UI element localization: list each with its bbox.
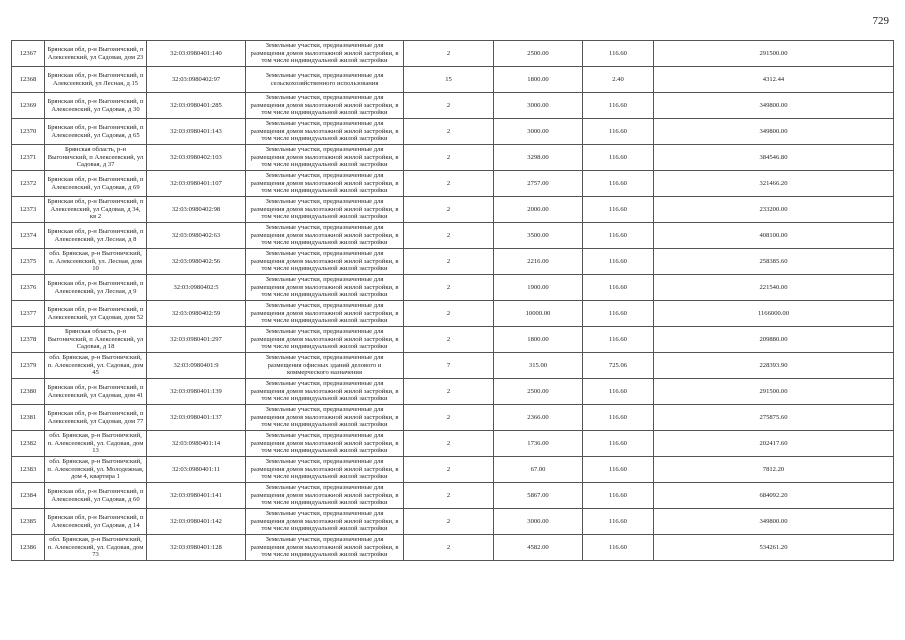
group-code-cell: 2 bbox=[404, 457, 494, 483]
group-code-cell: 2 bbox=[404, 327, 494, 353]
cadastral-value-cell: 534261.20 bbox=[654, 535, 894, 561]
land-use-cell: Земельные участки, предназначенные для размещения домов малоэтажной жилой застройки, в том числе индивидуальной жилой застройки bbox=[246, 405, 404, 431]
specific-value-cell: 725.06 bbox=[583, 353, 654, 379]
land-use-cell: Земельные участки, предназначенные для размещения офисных зданий делового и коммерческого назначения bbox=[246, 353, 404, 379]
table-row bbox=[12, 405, 894, 431]
cadastral-number-cell: 32:03:0980401:9 bbox=[147, 353, 246, 379]
land-use-cell: Земельные участки, предназначенные для размещения домов малоэтажной жилой застройки, в том числе индивидуальной жилой застройки bbox=[246, 535, 404, 561]
address-cell: Брянская обл, р-н Выгоничский, п Алексеевский, ул Садовая, д 65 bbox=[45, 119, 147, 145]
cadastral-value-cell: 1166000.00 bbox=[654, 301, 894, 327]
record-number: 12378 bbox=[12, 327, 45, 353]
address-cell: обл. Брянская, р-н Выгоничский, п. Алексеевский, ул. Лесная, дом 10 bbox=[45, 249, 147, 275]
land-use-cell: Земельные участки, предназначенные для размещения домов малоэтажной жилой застройки, в том числе индивидуальной жилой застройки bbox=[246, 223, 404, 249]
specific-value-cell: 116.60 bbox=[583, 223, 654, 249]
address-cell: Брянская обл, р-н Выгоничский, п Алексеевский, ул Садовая, д 34, кв 2 bbox=[45, 197, 147, 223]
cadastral-value-cell: 202417.60 bbox=[654, 431, 894, 457]
cadastral-number-cell: 32:03:0980402:5 bbox=[147, 275, 246, 301]
group-code-cell: 2 bbox=[404, 41, 494, 67]
address-cell: Брянская обл, р-н Выгоничский, п Алексеевский, ул Садовая, д 30 bbox=[45, 93, 147, 119]
area-cell: 2000.00 bbox=[494, 197, 583, 223]
cadastral-number-cell: 32:03:0980401:139 bbox=[147, 379, 246, 405]
table-row bbox=[12, 249, 894, 275]
specific-value-cell: 116.60 bbox=[583, 93, 654, 119]
area-cell: 1736.00 bbox=[494, 431, 583, 457]
area-cell: 3000.00 bbox=[494, 509, 583, 535]
group-code-cell: 2 bbox=[404, 197, 494, 223]
table-row bbox=[12, 327, 894, 353]
address-cell: Брянская обл, р-н Выгоничский, п Алексеевский, ул Лесная, д 8 bbox=[45, 223, 147, 249]
record-number: 12370 bbox=[12, 119, 45, 145]
address-cell: Брянская обл, р-н Выгоничский, п Алексеевский, ул Лесная, д 15 bbox=[45, 67, 147, 93]
cadastral-number-cell: 32:03:0980402:103 bbox=[147, 145, 246, 171]
area-cell: 1800.00 bbox=[494, 67, 583, 93]
cadastral-value-cell: 258385.60 bbox=[654, 249, 894, 275]
specific-value-cell: 116.60 bbox=[583, 509, 654, 535]
cadastral-value-cell: 684092.20 bbox=[654, 483, 894, 509]
record-number: 12385 bbox=[12, 509, 45, 535]
area-cell: 1800.00 bbox=[494, 327, 583, 353]
cadastral-number-cell: 32:03:0980402:59 bbox=[147, 301, 246, 327]
cadastral-value-cell: 7812.20 bbox=[654, 457, 894, 483]
address-cell: Брянская обл, р-н Выгоничский, п Алексеевский, ул Садовая, дом 77 bbox=[45, 405, 147, 431]
cadastral-value-cell: 349800.00 bbox=[654, 509, 894, 535]
address-cell: Брянская обл, р-н Выгоничский, п Алексеевский, ул Садовая, дом 23 bbox=[45, 41, 147, 67]
specific-value-cell: 116.60 bbox=[583, 327, 654, 353]
area-cell: 3500.00 bbox=[494, 223, 583, 249]
cadastral-registry-table bbox=[11, 40, 894, 561]
area-cell: 3000.00 bbox=[494, 93, 583, 119]
table-row bbox=[12, 67, 894, 93]
address-cell: обл. Брянская, р-н Выгоничский, п. Алексеевский, ул. Садовая, дом 45 bbox=[45, 353, 147, 379]
group-code-cell: 2 bbox=[404, 483, 494, 509]
address-cell: Брянская обл, р-н Выгоничский, п Алексеевский, ул Лесная, д 9 bbox=[45, 275, 147, 301]
cadastral-number-cell: 32:03:0980401:285 bbox=[147, 93, 246, 119]
land-use-cell: Земельные участки, предназначенные для размещения домов малоэтажной жилой застройки, в том числе индивидуальной жилой застройки bbox=[246, 327, 404, 353]
area-cell: 1900.00 bbox=[494, 275, 583, 301]
land-use-cell: Земельные участки, предназначенные для размещения домов малоэтажной жилой застройки, в том числе индивидуальной жилой застройки bbox=[246, 509, 404, 535]
table-row bbox=[12, 353, 894, 379]
record-number: 12379 bbox=[12, 353, 45, 379]
record-number: 12367 bbox=[12, 41, 45, 67]
specific-value-cell: 116.60 bbox=[583, 379, 654, 405]
record-number: 12373 bbox=[12, 197, 45, 223]
record-number: 12386 bbox=[12, 535, 45, 561]
cadastral-number-cell: 32:03:0980401:14 bbox=[147, 431, 246, 457]
cadastral-value-cell: 275875.60 bbox=[654, 405, 894, 431]
area-cell: 2500.00 bbox=[494, 379, 583, 405]
land-use-cell: Земельные участки, предназначенные для размещения домов малоэтажной жилой застройки, в том числе индивидуальной жилой застройки bbox=[246, 301, 404, 327]
land-use-cell: Земельные участки, предназначенные для размещения домов малоэтажной жилой застройки, в том числе индивидуальной жилой застройки bbox=[246, 379, 404, 405]
cadastral-value-cell: 233200.00 bbox=[654, 197, 894, 223]
address-cell: обл. Брянская, р-н Выгоничский, п. Алексеевский, ул. Садовая, дом 73 bbox=[45, 535, 147, 561]
group-code-cell: 7 bbox=[404, 353, 494, 379]
land-use-cell: Земельные участки, предназначенные для размещения домов малоэтажной жилой застройки, в том числе индивидуальной жилой застройки bbox=[246, 119, 404, 145]
cadastral-value-cell: 321466.20 bbox=[654, 171, 894, 197]
area-cell: 5867.00 bbox=[494, 483, 583, 509]
land-use-cell: Земельные участки, предназначенные для размещения домов малоэтажной жилой застройки, в том числе индивидуальной жилой застройки bbox=[246, 431, 404, 457]
cadastral-value-cell: 209880.00 bbox=[654, 327, 894, 353]
cadastral-value-cell: 349800.00 bbox=[654, 119, 894, 145]
specific-value-cell: 116.60 bbox=[583, 405, 654, 431]
land-use-cell: Земельные участки, предназначенные для размещения домов малоэтажной жилой застройки, в том числе индивидуальной жилой застройки bbox=[246, 197, 404, 223]
cadastral-number-cell: 32:03:0980401:142 bbox=[147, 509, 246, 535]
land-use-cell: Земельные участки, предназначенные для размещения домов малоэтажной жилой застройки, в том числе индивидуальной жилой застройки bbox=[246, 483, 404, 509]
table-row bbox=[12, 535, 894, 561]
cadastral-value-cell: 349800.00 bbox=[654, 93, 894, 119]
group-code-cell: 2 bbox=[404, 275, 494, 301]
cadastral-number-cell: 32:03:0980401:140 bbox=[147, 41, 246, 67]
cadastral-number-cell: 32:03:0980401:137 bbox=[147, 405, 246, 431]
cadastral-number-cell: 32:03:0980402:97 bbox=[147, 67, 246, 93]
group-code-cell: 2 bbox=[404, 509, 494, 535]
specific-value-cell: 116.60 bbox=[583, 41, 654, 67]
record-number: 12369 bbox=[12, 93, 45, 119]
land-use-cell: Земельные участки, предназначенные для сельскохозяйственного использования bbox=[246, 67, 404, 93]
table-body bbox=[12, 41, 894, 561]
area-cell: 2500.00 bbox=[494, 41, 583, 67]
table-row bbox=[12, 93, 894, 119]
table-row bbox=[12, 301, 894, 327]
record-number: 12375 bbox=[12, 249, 45, 275]
record-number: 12372 bbox=[12, 171, 45, 197]
address-cell: Брянская обл, р-н Выгоничский, п Алексеевский, ул Садовая, дом 41 bbox=[45, 379, 147, 405]
specific-value-cell: 116.60 bbox=[583, 535, 654, 561]
cadastral-number-cell: 32:03:0980401:297 bbox=[147, 327, 246, 353]
address-cell: обл. Брянская, р-н Выгоничский, п. Алексеевский, ул. Молодежная, дом 4, квартира 1 bbox=[45, 457, 147, 483]
specific-value-cell: 116.60 bbox=[583, 483, 654, 509]
land-use-cell: Земельные участки, предназначенные для размещения домов малоэтажной жилой застройки, в том числе индивидуальной жилой застройки bbox=[246, 457, 404, 483]
address-cell: Брянская обл, р-н Выгоничский, п Алексеевский, ул Садовая, д 14 bbox=[45, 509, 147, 535]
table-row bbox=[12, 41, 894, 67]
land-use-cell: Земельные участки, предназначенные для размещения домов малоэтажной жилой застройки, в том числе индивидуальной жилой застройки bbox=[246, 93, 404, 119]
cadastral-value-cell: 4312.44 bbox=[654, 67, 894, 93]
record-number: 12380 bbox=[12, 379, 45, 405]
cadastral-number-cell: 32:03:0980402:63 bbox=[147, 223, 246, 249]
group-code-cell: 2 bbox=[404, 249, 494, 275]
area-cell: 3000.00 bbox=[494, 119, 583, 145]
area-cell: 3298.00 bbox=[494, 145, 583, 171]
table-row bbox=[12, 457, 894, 483]
specific-value-cell: 116.60 bbox=[583, 301, 654, 327]
group-code-cell: 2 bbox=[404, 223, 494, 249]
group-code-cell: 2 bbox=[404, 379, 494, 405]
cadastral-number-cell: 32:03:0980402:98 bbox=[147, 197, 246, 223]
table-row bbox=[12, 145, 894, 171]
area-cell: 10000.00 bbox=[494, 301, 583, 327]
group-code-cell: 2 bbox=[404, 301, 494, 327]
specific-value-cell: 2.40 bbox=[583, 67, 654, 93]
table-row bbox=[12, 197, 894, 223]
address-cell: Брянская обл, р-н Выгоничский, п Алексеевский, ул Садовая, д 60 bbox=[45, 483, 147, 509]
table-row bbox=[12, 509, 894, 535]
record-number: 12371 bbox=[12, 145, 45, 171]
land-use-cell: Земельные участки, предназначенные для размещения домов малоэтажной жилой застройки, в том числе индивидуальной жилой застройки bbox=[246, 145, 404, 171]
specific-value-cell: 116.60 bbox=[583, 457, 654, 483]
land-use-cell: Земельные участки, предназначенные для размещения домов малоэтажной жилой застройки, в том числе индивидуальной жилой застройки bbox=[246, 171, 404, 197]
group-code-cell: 15 bbox=[404, 67, 494, 93]
table-row bbox=[12, 171, 894, 197]
area-cell: 2757.00 bbox=[494, 171, 583, 197]
cadastral-value-cell: 291500.00 bbox=[654, 41, 894, 67]
table-row bbox=[12, 119, 894, 145]
group-code-cell: 2 bbox=[404, 405, 494, 431]
group-code-cell: 2 bbox=[404, 119, 494, 145]
specific-value-cell: 116.60 bbox=[583, 249, 654, 275]
address-cell: Брянская обл, р-н Выгоничский, п Алексеевский, ул Садовая, дом 52 bbox=[45, 301, 147, 327]
record-number: 12381 bbox=[12, 405, 45, 431]
specific-value-cell: 116.60 bbox=[583, 431, 654, 457]
specific-value-cell: 116.60 bbox=[583, 119, 654, 145]
page-number: 729 bbox=[872, 15, 889, 27]
land-use-cell: Земельные участки, предназначенные для размещения домов малоэтажной жилой застройки, в том числе индивидуальной жилой застройки bbox=[246, 275, 404, 301]
address-cell: Брянская область, р-н Выгоничский, п Алексеевский, ул Садовая, д 18 bbox=[45, 327, 147, 353]
cadastral-value-cell: 384546.80 bbox=[654, 145, 894, 171]
record-number: 12377 bbox=[12, 301, 45, 327]
cadastral-number-cell: 32:03:0980401:128 bbox=[147, 535, 246, 561]
specific-value-cell: 116.60 bbox=[583, 275, 654, 301]
area-cell: 2216.00 bbox=[494, 249, 583, 275]
record-number: 12374 bbox=[12, 223, 45, 249]
record-number: 12384 bbox=[12, 483, 45, 509]
area-cell: 2366.00 bbox=[494, 405, 583, 431]
area-cell: 67.00 bbox=[494, 457, 583, 483]
group-code-cell: 2 bbox=[404, 171, 494, 197]
group-code-cell: 2 bbox=[404, 431, 494, 457]
table-row bbox=[12, 379, 894, 405]
table-row bbox=[12, 275, 894, 301]
table-row bbox=[12, 223, 894, 249]
address-cell: Брянская обл, р-н Выгоничский, п Алексеевский, ул Садовая, д 69 bbox=[45, 171, 147, 197]
specific-value-cell: 116.60 bbox=[583, 145, 654, 171]
cadastral-value-cell: 291500.00 bbox=[654, 379, 894, 405]
cadastral-number-cell: 32:03:0980401:107 bbox=[147, 171, 246, 197]
record-number: 12383 bbox=[12, 457, 45, 483]
cadastral-number-cell: 32:03:0980401:141 bbox=[147, 483, 246, 509]
group-code-cell: 2 bbox=[404, 145, 494, 171]
address-cell: обл. Брянская, р-н Выгоничский, п. Алексеевский, ул. Садовая, дом 13 bbox=[45, 431, 147, 457]
group-code-cell: 2 bbox=[404, 93, 494, 119]
area-cell: 315.00 bbox=[494, 353, 583, 379]
cadastral-number-cell: 32:03:0980401:11 bbox=[147, 457, 246, 483]
record-number: 12376 bbox=[12, 275, 45, 301]
land-use-cell: Земельные участки, предназначенные для размещения домов малоэтажной жилой застройки, в том числе индивидуальной жилой застройки bbox=[246, 41, 404, 67]
group-code-cell: 2 bbox=[404, 535, 494, 561]
specific-value-cell: 116.60 bbox=[583, 171, 654, 197]
record-number: 12382 bbox=[12, 431, 45, 457]
cadastral-number-cell: 32:03:0980402:56 bbox=[147, 249, 246, 275]
record-number: 12368 bbox=[12, 67, 45, 93]
area-cell: 4582.00 bbox=[494, 535, 583, 561]
address-cell: Брянская область, р-н Выгоничский, п Алексеевский, ул Садовая, д 37 bbox=[45, 145, 147, 171]
land-use-cell: Земельные участки, предназначенные для размещения домов малоэтажной жилой застройки, в том числе индивидуальной жилой застройки bbox=[246, 249, 404, 275]
table-row bbox=[12, 431, 894, 457]
table-row bbox=[12, 483, 894, 509]
cadastral-value-cell: 221540.00 bbox=[654, 275, 894, 301]
cadastral-number-cell: 32:03:0980401:143 bbox=[147, 119, 246, 145]
cadastral-value-cell: 408100.00 bbox=[654, 223, 894, 249]
specific-value-cell: 116.60 bbox=[583, 197, 654, 223]
cadastral-value-cell: 228393.90 bbox=[654, 353, 894, 379]
